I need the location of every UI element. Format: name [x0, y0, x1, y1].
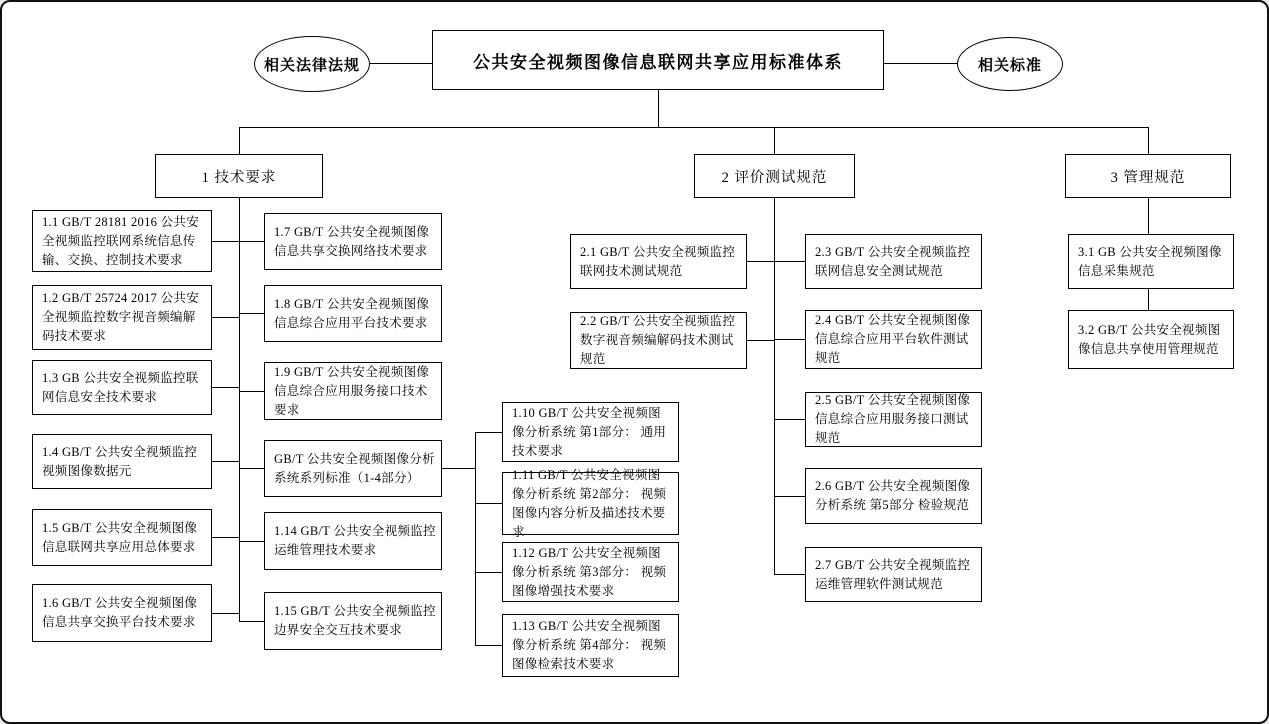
- connector-stub-2-6: [774, 496, 805, 497]
- node-3-1: 3.1 GB 公共安全视频图像信息采集规范: [1068, 234, 1234, 289]
- connector-stub-1-14: [239, 541, 264, 542]
- connector-stub-2-1: [747, 261, 774, 262]
- connector-drop-branch1: [239, 127, 240, 154]
- root-title-box: 公共安全视频图像信息联网共享应用标准体系: [432, 30, 884, 90]
- connector-stub-1-3: [212, 387, 239, 388]
- connector-stub-1-13: [475, 645, 502, 646]
- node-2-6: 2.6 GB/T 公共安全视频图像分析系统 第5部分 检验规范: [805, 468, 982, 524]
- connector-series-bracket: [475, 432, 476, 645]
- node-2-4: 2.4 GB/T 公共安全视频图像信息综合应用平台软件测试规范: [805, 310, 982, 369]
- connector-stub-2-3: [774, 261, 805, 262]
- connector-stub-1-8: [239, 313, 264, 314]
- connector-stub-1-7: [239, 241, 264, 242]
- connector-stub-1-10: [475, 432, 502, 433]
- connector-trunk-branch2: [774, 198, 775, 574]
- connector-left-ellipse: [370, 63, 432, 64]
- connector-stub-1-11: [475, 503, 502, 504]
- branch2-header: 2 评价测试规范: [694, 154, 855, 198]
- node-2-7: 2.7 GB/T 公共安全视频监控运维管理软件测试规范: [805, 547, 982, 602]
- node-1-13: 1.13 GB/T 公共安全视频图像分析系统 第4部分： 视频图像检索技术要求: [502, 614, 679, 677]
- connector-3-2: [1148, 289, 1149, 310]
- connector-stub-2-2: [747, 340, 774, 341]
- connector-drop-branch2: [774, 127, 775, 154]
- connector-stub-2-7: [774, 574, 805, 575]
- connector-stub-1-9: [239, 391, 264, 392]
- node-2-5: 2.5 GB/T 公共安全视频图像信息综合应用服务接口测试规范: [805, 392, 982, 447]
- connector-stub-1-6: [212, 613, 239, 614]
- node-1-2: 1.2 GB/T 25724 2017 公共安全视频监控数字视音频编解码技术要求: [32, 285, 212, 350]
- connector-series-out: [442, 468, 475, 469]
- branch1-header: 1 技术要求: [155, 154, 323, 198]
- related-standards-ellipse: 相关标准: [957, 37, 1063, 91]
- connector-stub-1-1: [212, 241, 239, 242]
- connector-stub-1-4: [212, 461, 239, 462]
- connector-stub-1-2: [212, 317, 239, 318]
- node-series: GB/T 公共安全视频图像分析系统系列标准（1-4部分）: [264, 440, 442, 497]
- related-laws-ellipse: 相关法律法规: [254, 36, 370, 92]
- connector-main-rail: [239, 127, 1148, 128]
- node-1-6: 1.6 GB/T 公共安全视频图像信息共享交换平台技术要求: [32, 584, 212, 642]
- connector-stub-1-12: [475, 572, 502, 573]
- connector-stub-1-15: [239, 621, 264, 622]
- connector-stub-2-4: [774, 339, 805, 340]
- node-2-3: 2.3 GB/T 公共安全视频监控联网信息安全测试规范: [805, 234, 982, 289]
- node-1-3: 1.3 GB 公共安全视频监控联网信息安全技术要求: [32, 360, 212, 415]
- node-1-4: 1.4 GB/T 公共安全视频监控视频图像数据元: [32, 434, 212, 489]
- connector-root-riser: [658, 90, 659, 127]
- node-1-9: 1.9 GB/T 公共安全视频图像信息综合应用服务接口技术要求: [264, 362, 442, 420]
- node-2-1: 2.1 GB/T 公共安全视频监控联网技术测试规范: [570, 234, 747, 289]
- node-3-2: 3.2 GB/T 公共安全视频图像信息共享使用管理规范: [1068, 310, 1234, 369]
- connector-stub-2-5: [774, 419, 805, 420]
- connector-right-ellipse: [884, 63, 958, 64]
- node-1-5: 1.5 GB/T 公共安全视频图像信息联网共享应用总体要求: [32, 509, 212, 566]
- node-1-7: 1.7 GB/T 公共安全视频图像信息共享交换网络技术要求: [264, 213, 442, 270]
- connector-trunk-branch1: [239, 198, 240, 621]
- connector-3-1: [1148, 198, 1149, 234]
- node-1-8: 1.8 GB/T 公共安全视频图像信息综合应用平台技术要求: [264, 285, 442, 342]
- connector-stub-series: [239, 468, 264, 469]
- connector-stub-1-5: [212, 537, 239, 538]
- node-1-15: 1.15 GB/T 公共安全视频监控边界安全交互技术要求: [264, 592, 442, 650]
- node-2-2: 2.2 GB/T 公共安全视频监控数字视音频编解码技术测试规范: [570, 312, 747, 369]
- node-1-1: 1.1 GB/T 28181 2016 公共安全视频监控联网系统信息传输、交换、控制技术要求: [32, 210, 212, 272]
- node-1-10: 1.10 GB/T 公共安全视频图像分析系统 第1部分： 通用技术要求: [502, 402, 679, 462]
- node-1-14: 1.14 GB/T 公共安全视频监控运维管理技术要求: [264, 512, 442, 570]
- connector-drop-branch3: [1148, 127, 1149, 154]
- branch3-header: 3 管理规范: [1065, 154, 1231, 198]
- node-1-11: 1.11 GB/T 公共安全视频图像分析系统 第2部分： 视频图像内容分析及描述技术要求: [502, 472, 679, 535]
- node-1-12: 1.12 GB/T 公共安全视频图像分析系统 第3部分： 视频图像增强技术要求: [502, 542, 679, 602]
